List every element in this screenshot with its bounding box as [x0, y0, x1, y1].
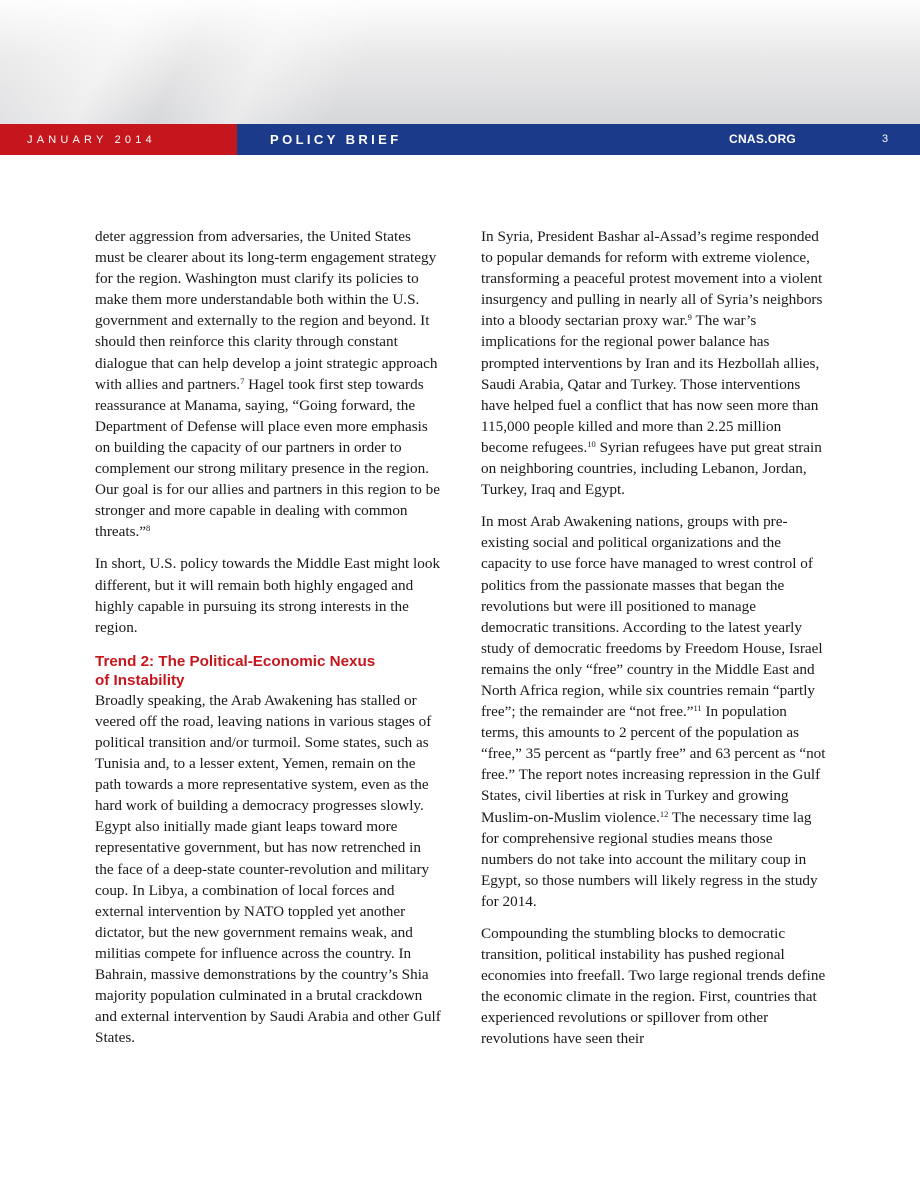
paragraph: Compounding the stumbling blocks to democratic transition, political instability has pushed regional economies into freefall. Two large regional trends define the economic climate in the region. First, countries that experienced revolutions or spillover from other revolutions have seen their	[481, 925, 826, 1048]
footnote-ref[interactable]: 8	[146, 523, 151, 534]
header-date: JANUARY 2014	[0, 124, 237, 155]
paragraph: In short, U.S. policy towards the Middle East might look different, but it will remain both highly engaged and highly capable in pursuing its strong interests in the region.	[95, 555, 441, 636]
publication-title: POLICY BRIEF	[270, 132, 402, 147]
footnote-ref[interactable]: 10	[587, 438, 596, 449]
header-background	[0, 0, 920, 124]
page-number: 3	[882, 133, 889, 145]
paragraph: In Syria, President Bashar al-Assad’s regime responded to popular demands for reform with extreme violence, transforming a peaceful protest movement into a violent insurgency and pulling in nearly all of Syria’s neighbors into a bloody sectarian proxy war.$^9$ The war’s implications for the regional power balance has prompted interventions by Iran and its Hezbollah allies, Saudi Arabia, Qatar and Turkey. Those interventions have helped fuel a conflict that has now seen more than 115,000 people killed and more than 2.25 million become refugees.$^{10}$ Syrian refugees have put great strain on neighboring countries, including Lebanon, Jordan, Turkey, Iraq and Egypt.	[481, 228, 823, 499]
paragraph: In most Arab Awakening nations, groups with pre-existing social and political organizations and the capacity to use force have managed to wrest control of politics from the passionate masses that began the revolutions but were ill positioned to manage democratic transitions. According to the latest yearly study of democratic freedoms by Freedom House, Israel remains the only “free” country in the Middle East and North Africa region, while six countries remain “partly free”; the remainder are “not free.”$^{11}$ In population terms, this amounts to 2 percent of the population as “free,” 35 percent as “partly free” and 63 percent as “not free.” The report notes increasing repression in the Gulf States, civil liberties at risk in Turkey and growing Muslim-on-Muslim violence.$^{12}$ The necessary time lag for comprehensive regional studies means those numbers do not take into account the military coup in Egypt, so those numbers will likely regress in the study for 2014.	[481, 513, 826, 910]
footnote-ref[interactable]: 11	[693, 703, 702, 714]
paragraph: deter aggression from adversaries, the United States must be clearer about its long-term engagement strategy for the region. Washington must clarify its policies to make them more understandable both within the U.S. government and externally to the region and beyond. It should then reinforce this clarity through constant dialogue that can help develop a joint strategic approach with allies and partners.$^7$ Hagel took first step towards reassurance at Manama, saying, “Going forward, the Department of Defense will place even more emphasis on building the capacity of our partners in order to complement our strong military presence in the region. Our goal is for our allies and partners in this region to be stronger and more capable in dealing with common threats.”$^8$	[95, 228, 441, 541]
header-main	[237, 124, 920, 155]
right-column	[481, 226, 827, 1061]
footnote-ref[interactable]: 7	[240, 375, 245, 386]
left-column	[95, 226, 441, 1059]
section-heading: Trend 2: The Political-Economic Nexus of Instability	[95, 652, 376, 689]
footnote-ref[interactable]: 12	[659, 808, 669, 819]
footnote-ref[interactable]: 9	[687, 312, 692, 323]
site-link[interactable]: CNAS.ORG	[729, 132, 797, 146]
paragraph: Broadly speaking, the Arab Awakening has stalled or veered off the road, leaving nations in various stages of political transition and/or turmoil. Some states, such as Tunisia and, to a lesser extent, Yemen, remain on the path towards a more representative system, even as the hard work of building a democracy progresses slowly. Egypt also initially made giant leaps toward more representative government, but has now retrenched in the face of a deep-state counter-revolution and military coup. In Libya, a combination of local forces and external intervention by NATO toppled yet another dictator, but the new government remains weak, and militias compete for influence across the country. In Bahrain, massive demonstrations by the country’s Shia majority population culminated in a brutal crackdown and external intervention by Saudi Arabia and other Gulf States.	[95, 691, 441, 1047]
header-bar	[0, 124, 920, 155]
